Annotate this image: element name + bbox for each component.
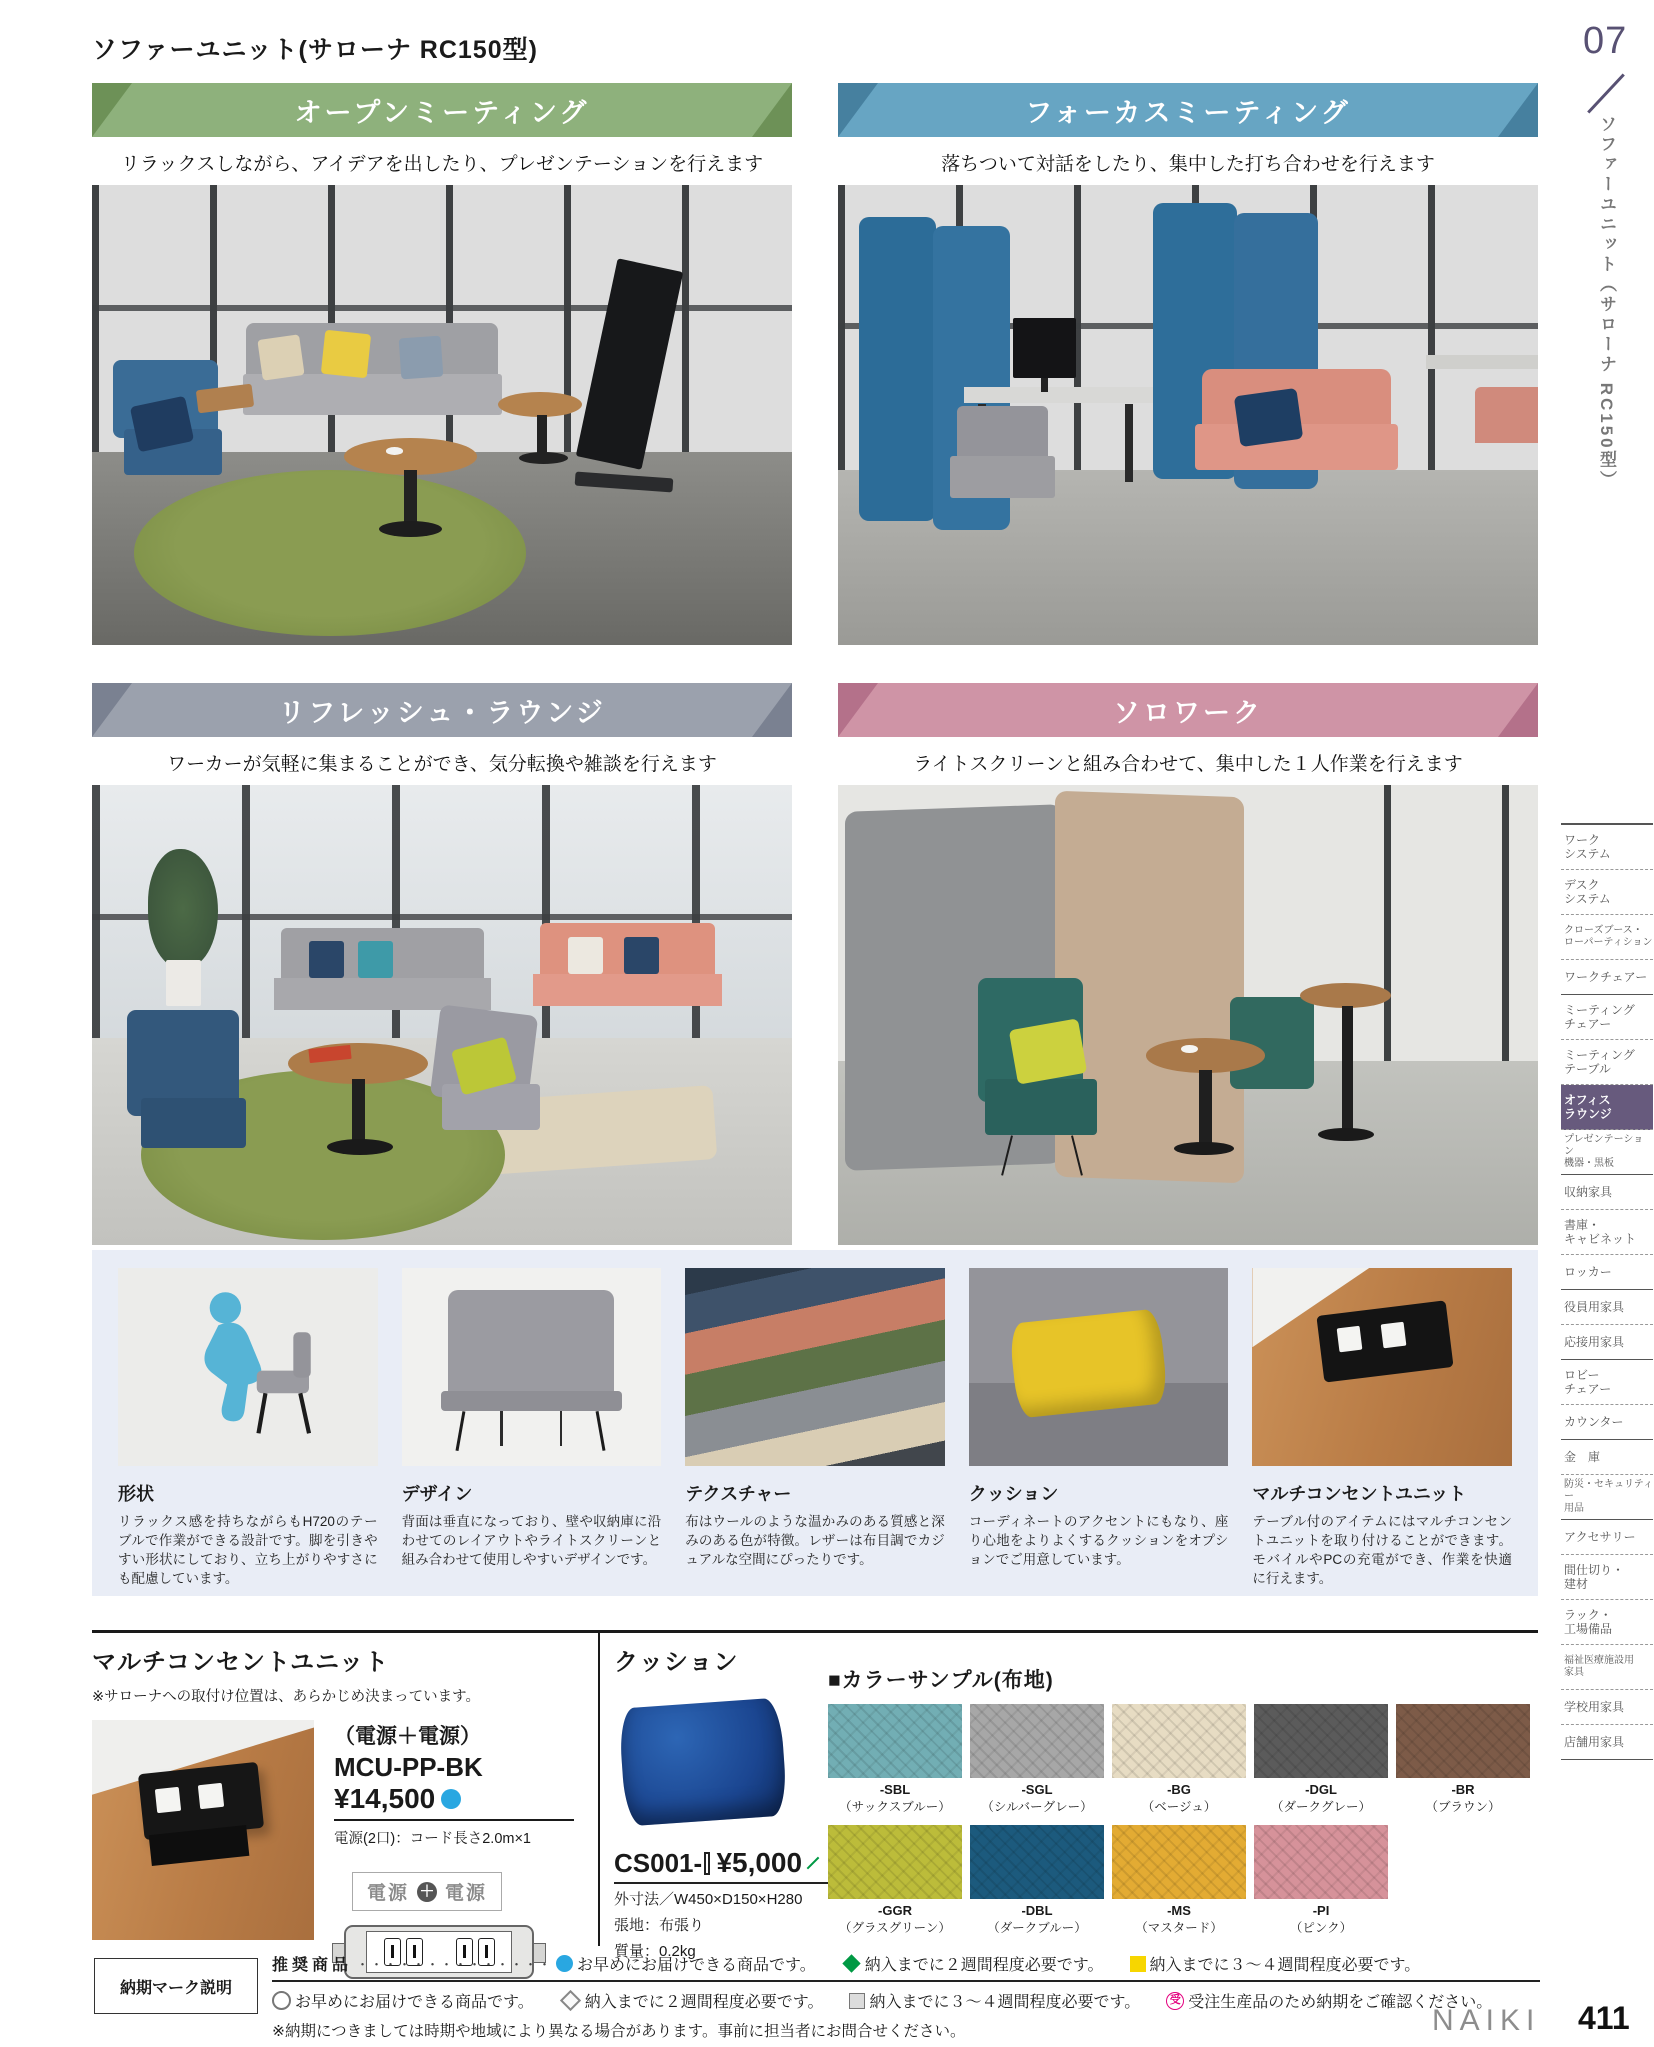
sidebar-item-accessory[interactable]: アクセサリー [1561, 1520, 1653, 1555]
cushion-shape [358, 941, 393, 978]
sidebar-item-storage[interactable]: 収納家具 [1561, 1175, 1653, 1210]
armchair-seat-shape [141, 1098, 246, 1149]
cushion-shape [568, 937, 603, 974]
color-sample [970, 1704, 1104, 1815]
fabric-swatch [970, 1704, 1104, 1778]
outlet-price-row [334, 1783, 574, 1821]
sofa-seat-shape [441, 1391, 623, 1411]
scene-title: フォーカスミーティング [1025, 97, 1351, 128]
feature-title: デザイン [401, 1484, 473, 1504]
sidebar-item-closed-booth[interactable]: クローズブース・ ローパーティション [1561, 915, 1653, 960]
mug-shape [386, 447, 403, 454]
cushion-shape [618, 1697, 788, 1826]
header-corner-shape [752, 83, 792, 137]
sidebar-item-rack[interactable]: ラック・ 工場備品 [1561, 1600, 1653, 1645]
table-pedestal-shape [1199, 1070, 1212, 1144]
delivery-legend [272, 1952, 1540, 2041]
legend-lead: 推奨商品 [272, 1957, 353, 1974]
swatch-code: -DBL [1021, 1903, 1053, 1918]
swatch-code: -DGL [1305, 1782, 1337, 1797]
page-title: ソファーユニット(サローナ RC150型) [92, 36, 538, 64]
mug-shape [1181, 1045, 1198, 1053]
delivery-mark-green-diamond-icon [807, 1857, 820, 1870]
table-base-shape [1174, 1142, 1234, 1156]
screen-panel-shape [859, 217, 936, 521]
color-sample [1254, 1825, 1388, 1936]
cushion-shape [321, 330, 371, 378]
order-made-circle-icon: 受 [1166, 1992, 1184, 2010]
side-vertical-title: ソファーユニット（サローナ RC150型） [1597, 115, 1616, 491]
swatch-code: -MS [1167, 1903, 1191, 1918]
cushion-shape [624, 937, 659, 974]
sidebar-item-locker[interactable]: ロッカー [1561, 1255, 1653, 1290]
scene-title: オープンミーティング [294, 97, 590, 128]
legend-row-2 [272, 1989, 1540, 2012]
feature-thumb-cushion [969, 1268, 1229, 1466]
armchair-seat-shape [985, 1079, 1097, 1134]
header-corner-shape [92, 83, 132, 137]
feature-text: コーディネートのアクセントにもなり、座り心地をよりよくするクッションをオプションでご用意しています。 [968, 1514, 1229, 1567]
window-rail-shape [92, 305, 792, 311]
feature-shape [118, 1268, 378, 1586]
feature-thumb-sofa-back [402, 1268, 662, 1466]
swatch-code: -BG [1167, 1782, 1191, 1797]
fabric-swatch [1396, 1704, 1530, 1778]
outlet-product-photo [92, 1720, 314, 1940]
page-number: 411 [1578, 2000, 1630, 2036]
cushion-model: CS001- [614, 1847, 703, 1878]
legend-text: お早めにお届けできる商品です。 [295, 1994, 534, 2011]
sidebar-item-office-lounge-active[interactable]: オフィス ラウンジ [1561, 1085, 1653, 1130]
armchair-seat-shape [442, 1084, 540, 1130]
feature-thumb-fabric-stack [685, 1268, 945, 1466]
feature-title: マルチコンセントユニット [1252, 1484, 1467, 1504]
monitor-stand-shape [1041, 378, 1048, 392]
color-sample [828, 1704, 962, 1815]
rug-shape [134, 470, 526, 636]
feature-panel [92, 1250, 1538, 1596]
legend-item [1130, 1952, 1421, 1975]
sidebar-item-partition[interactable]: 間仕切り・ 建材 [1561, 1555, 1653, 1600]
section-rule [92, 1630, 1538, 1633]
plant-foliage-shape [148, 849, 218, 969]
legend-text: 受注生産品のため納期をご確認ください。 [1188, 1994, 1493, 2011]
legend-text: 納入までに３〜４週間程度必要です。 [869, 1994, 1141, 2011]
swatch-code: -PI [1312, 1903, 1330, 1918]
outlet-socket-shape [1337, 1326, 1363, 1352]
feature-title: 形状 [118, 1484, 154, 1504]
color-sample [970, 1825, 1104, 1936]
legend-item [556, 1952, 816, 1975]
scene-title: ソロワーク [1113, 697, 1263, 728]
plant-pot-shape [166, 960, 201, 1006]
feature-shape [685, 1268, 945, 1578]
outlet-spec: 電源(2口)：コード長さ2.0m×1 [334, 1831, 531, 1847]
table-pedestal-shape [352, 1079, 365, 1143]
sofa-seat-shape [533, 974, 722, 1006]
price-underline [614, 1882, 842, 1884]
legend-text: 納入までに３〜４週間程度必要です。 [1149, 1957, 1421, 1974]
cushion-shape [1008, 1308, 1168, 1418]
color-sample [1254, 1704, 1388, 1815]
cushion-shape [257, 334, 304, 381]
feature-text: 背面は垂直になっており、壁や収納庫に沿わせてのレイアウトやライトスクリーンと組み合わせて使用しやすいデザインです。 [401, 1514, 662, 1567]
header-corner-shape [1498, 683, 1538, 737]
header-corner-shape [838, 683, 878, 737]
outlet-product-title: マルチコンセントユニット [92, 1649, 390, 1676]
cushion-product-photo [620, 1697, 790, 1835]
scene-header-refresh-lounge [92, 683, 792, 737]
feature-text: 布はウールのような温かみのある質感と深みのある色が特徴。レザーは布目調でカジュアルな空間にぴったりです。 [685, 1514, 945, 1567]
sidebar-item-shop[interactable]: 店舗用家具 [1561, 1725, 1653, 1760]
legend-item [849, 1989, 1140, 2012]
feature-title: クッション [968, 1484, 1059, 1504]
legend-text: お早めにお届けできる商品です。 [577, 1957, 816, 1974]
swatch-name: （シルバーグレー） [981, 1800, 1093, 1814]
swatch-name: （ベージュ） [1141, 1800, 1217, 1814]
scene-title: リフレッシュ・ラウンジ [278, 697, 606, 728]
feature-title: テクスチャー [685, 1484, 792, 1504]
swatch-name: （ダークブルー） [987, 1921, 1087, 1935]
outlet-variant: （電源＋電源） [334, 1725, 481, 1748]
sofa-back-shape [448, 1290, 614, 1395]
legend-text: 納入までに２週間程度必要です。 [864, 1957, 1104, 1974]
sidebar-item-desk-system[interactable]: デスク システム [1561, 870, 1653, 915]
color-samples-heading: ■カラーサンプル(布地) [828, 1669, 1054, 1692]
table-leg-shape [1125, 404, 1133, 482]
section-divider [598, 1630, 600, 1946]
category-sidebar [1561, 823, 1653, 1760]
fabric-swatch [1112, 1825, 1246, 1899]
scene-caption: ライトスクリーンと組み合わせて、集中した１人作業を行えます [913, 754, 1463, 775]
scene-caption: リラックスしながら、アイデアを出したり、プレゼンテーションを行えます [120, 154, 764, 175]
delivery-legend-box [94, 1958, 258, 2014]
outlet-socket-shape [155, 1787, 182, 1814]
sidebar-item-work-chair[interactable]: ワークチェアー [1561, 960, 1653, 995]
cushion-product-block [614, 1642, 814, 1962]
legend-dots: ・・・・・・・・・・・・・・ [356, 1957, 553, 1972]
power-badge-right: 電源 [445, 1883, 488, 1904]
cushion-price-row [614, 1847, 814, 1879]
scene-header-solo-work [838, 683, 1538, 737]
feature-thumb-silhouette [118, 1268, 378, 1466]
power-badge-left: 電源 [367, 1883, 410, 1904]
legend-item [842, 1952, 1104, 1975]
brand-logo: NAIKI [1432, 2004, 1541, 2037]
swatch-name: （ブラウン） [1425, 1800, 1501, 1814]
plus-icon: ＋ [417, 1882, 437, 1902]
cushion-spec-weight: 質量：0.2kg [614, 1943, 696, 1960]
feature-shape [969, 1268, 1229, 1578]
fabric-swatch [828, 1704, 962, 1778]
swatch-code: -GGR [878, 1903, 912, 1918]
feature-text: リラックス感を持ちながらもH720のテーブルで作業ができる設計です。脚を引きやすい形状にしており、立ち上がりやすさにも配慮しています。 [118, 1514, 378, 1586]
table-base-shape [519, 452, 568, 464]
round-table-top-shape [1300, 983, 1391, 1008]
cushion-shape [1234, 388, 1303, 447]
color-sample [1112, 1825, 1246, 1936]
color-samples-block [828, 1664, 1538, 1936]
scene-photo-solo-work [838, 785, 1538, 1245]
fabric-swatch [1254, 1825, 1388, 1899]
outline-diamond-icon [560, 1990, 581, 2011]
fabric-swatch [970, 1825, 1104, 1899]
fabric-swatch [1112, 1704, 1246, 1778]
scene-header-focus-meeting [838, 83, 1538, 137]
green-diamond-icon [842, 1954, 860, 1972]
chair-leg-shape [455, 1411, 464, 1450]
chair-leg-shape [500, 1411, 503, 1447]
header-corner-shape [838, 83, 878, 137]
blue-dot-icon [556, 1955, 573, 1972]
cushion-shape [399, 335, 444, 379]
scene-header-open-meeting [92, 83, 792, 137]
chair-leg-shape [560, 1411, 563, 1447]
feature-thumb-outlet [1252, 1268, 1512, 1466]
color-sample [1112, 1704, 1246, 1815]
sidebar-item-presentation[interactable]: プレゼンテーション 機器・黒板 [1561, 1130, 1653, 1175]
swatch-name: （ピンク） [1289, 1921, 1353, 1935]
outlet-socket-shape [197, 1783, 224, 1810]
outlet-socket-shape [1381, 1322, 1407, 1348]
sidebar-item-reception[interactable]: 応接用家具 [1561, 1325, 1653, 1360]
chair-leg-shape [595, 1411, 604, 1450]
table-pedestal-shape [537, 415, 548, 456]
color-sample [1396, 1704, 1530, 1815]
gray-square-icon [849, 1993, 865, 2009]
fabric-swatch [1254, 1704, 1388, 1778]
scene-focus-meeting [838, 83, 1538, 645]
swatch-code: -SGL [1021, 1782, 1053, 1797]
scene-solo-work [838, 683, 1538, 1245]
scene-photo-refresh-lounge [92, 785, 792, 1245]
table-pedestal-shape [1342, 1006, 1353, 1130]
sofa-seat-shape [243, 374, 502, 415]
table-pedestal-shape [404, 470, 417, 525]
chapter-slash-line [1587, 73, 1625, 113]
feature-shape [1252, 1268, 1512, 1586]
power-badge [352, 1872, 502, 1911]
sofa-back-shape [1475, 387, 1538, 442]
color-sample [828, 1825, 962, 1936]
cushion-spec-fabric: 張地：布張り [614, 1917, 705, 1934]
round-table-top-shape [1146, 1038, 1265, 1073]
monitor-shape [1013, 318, 1076, 378]
cushion-shape [309, 941, 344, 978]
sidebar-item-welfare[interactable]: 福祉医療施設用 家具 [1561, 1645, 1653, 1690]
delivery-mark-blue-dot-icon [441, 1789, 461, 1809]
legend-text: 納入までに２週間程度必要です。 [584, 1994, 824, 2011]
cushion-product-title: クッション [614, 1649, 739, 1676]
swatch-code: -BR [1451, 1782, 1475, 1797]
header-corner-shape [752, 683, 792, 737]
chapter-number: 07 [1583, 20, 1628, 62]
scene-refresh-lounge [92, 683, 792, 1245]
swatch-name: （マスタード） [1135, 1921, 1223, 1935]
header-corner-shape [1498, 83, 1538, 137]
cushion-spec-size: 外寸法／W450×D150×H280 [614, 1891, 803, 1908]
scene-caption: 落ちついて対話をしたり、集中した打ち合わせを行えます [941, 154, 1435, 175]
scene-photo-focus-meeting [838, 185, 1538, 645]
sidebar-item-security[interactable]: 防災・セキュリティー 用品 [1561, 1475, 1653, 1520]
person-silhouette-icon [139, 1280, 357, 1454]
color-code-box-icon [704, 1852, 710, 1875]
table-base-shape [379, 521, 442, 537]
swatch-name: （サックスブルー） [839, 1800, 951, 1814]
table-top-shape [964, 387, 1153, 403]
sidebar-item-counter[interactable]: カウンター [1561, 1405, 1653, 1440]
fabric-stack-shape [685, 1268, 945, 1466]
yellow-square-icon [1130, 1956, 1146, 1972]
outline-circle-icon [272, 1991, 291, 2010]
sidebar-item-work-system[interactable]: ワーク システム [1561, 825, 1653, 870]
delivery-legend-box-label: 納期マーク説明 [119, 1979, 232, 1997]
outlet-product-block [92, 1642, 584, 1979]
scene-caption: ワーカーが気軽に集まることができ、気分転換や雑談を行えます [167, 754, 717, 775]
sidebar-item-school[interactable]: 学校用家具 [1561, 1690, 1653, 1725]
sidebar-item-meeting-table[interactable]: ミーティング テーブル [1561, 1040, 1653, 1085]
scene-photo-open-meeting [92, 185, 792, 645]
outlet-product-note: ※サローナへの取付け位置は、あらかじめ決まっています。 [92, 1689, 480, 1705]
fabric-swatch [828, 1825, 962, 1899]
table-top-shape [1426, 355, 1538, 369]
outlet-price: ¥14,500 [334, 1783, 436, 1814]
header-corner-shape [92, 683, 132, 737]
feature-shape [402, 1268, 662, 1578]
scene-open-meeting [92, 83, 792, 645]
sidebar-item-lobby-chair[interactable]: ロビー チェアー [1561, 1360, 1653, 1405]
legend-item [560, 1989, 824, 2012]
legend-row-1 [272, 1952, 1540, 1982]
swatch-name: （グラスグリーン） [839, 1921, 951, 1935]
sidebar-item-cabinet[interactable]: 書庫・ キャビネット [1561, 1210, 1653, 1255]
legend-note: ※納期につきましては時期や地域により異なる場合があります。事前に担当者にお問合せください。 [272, 2023, 966, 2040]
sofa-seat-shape [950, 456, 1055, 497]
color-samples-grid [828, 1704, 1538, 1936]
sidebar-item-executive[interactable]: 役員用家具 [1561, 1290, 1653, 1325]
outlet-model: MCU-PP-BK [334, 1752, 483, 1782]
swatch-code: -SBL [879, 1782, 911, 1797]
swatch-name: （ダークグレー） [1270, 1800, 1371, 1814]
sidebar-item-meeting-chair[interactable]: ミーティング チェアー [1561, 995, 1653, 1040]
feature-text: テーブル付のアイテムにはマルチコンセントユニットを取り付けることができます。モバイルやPCの充電ができ、作業を快適に行えます。 [1252, 1514, 1512, 1586]
legend-item [272, 1989, 534, 2012]
sidebar-item-safe[interactable]: 金 庫 [1561, 1440, 1653, 1475]
cushion-price: ¥5,000 [716, 1847, 803, 1878]
